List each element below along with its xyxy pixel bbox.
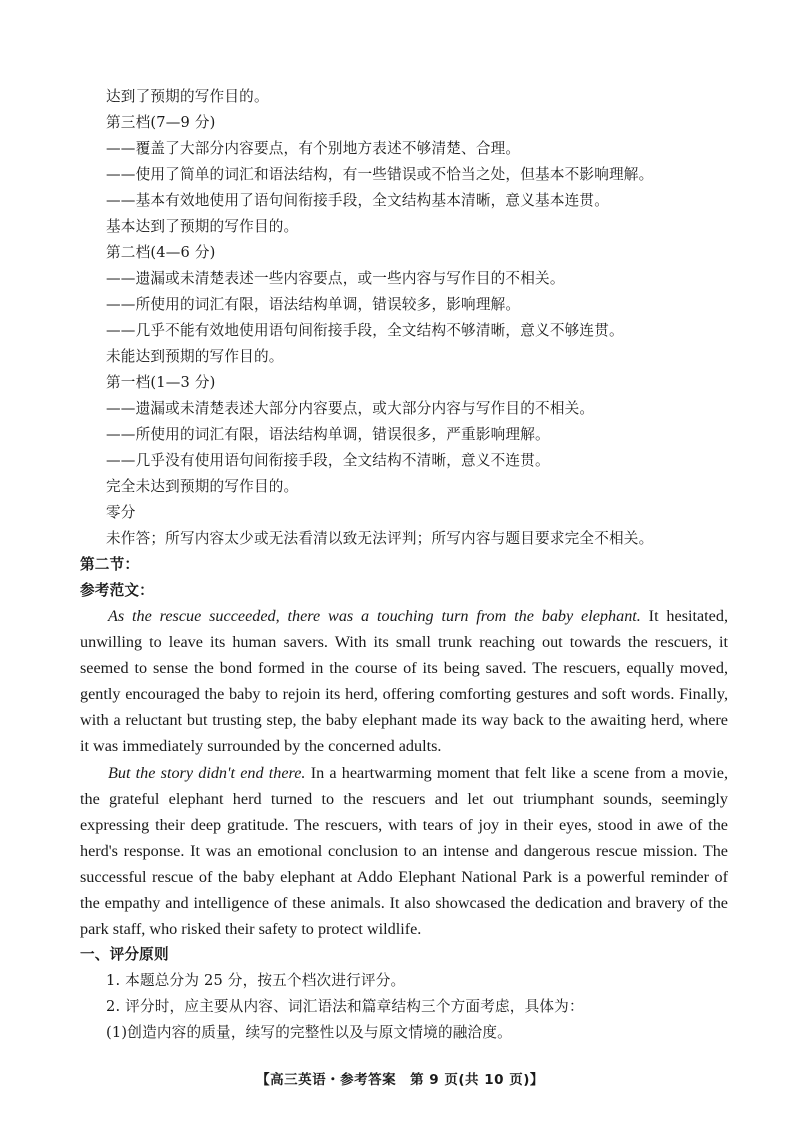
essay-body: It hesitated, unwilling to leave its human savers. With its small trunk reaching out towards the rescuers, it seemed to sense the bond formed in the course of its being saved. The rescuers, equally moved, gently encouraged the baby to rejoin its herd, offering comforting gestures and soft words. Finally, with a reluctant but trusting step, the baby elephant made its way back to the awaiting herd, where it was immediately surrounded by the concerned adults. [80, 607, 728, 756]
grade-text: 未能达到预期的写作目的。 [106, 348, 284, 365]
grade-heading: 第三档(7—9 分) [106, 114, 216, 131]
grade-heading: 零分 [106, 504, 136, 521]
grade-text: 未作答；所写内容太少或无法看清以致无法评判；所写内容与题目要求完全不相关。 [106, 530, 654, 547]
sample-essay [80, 603, 728, 942]
criterion-item: ——所使用的词汇有限，语法结构单调，错误较多，影响理解。 [106, 296, 521, 313]
grade-text: 完全未达到预期的写作目的。 [106, 478, 299, 495]
criterion-item: ——几乎没有使用语句间衔接手段，全文结构不清晰，意义不连贯。 [106, 452, 550, 469]
section-heading: 第二节： [80, 556, 140, 573]
principle-item: (1)创造内容的质量，续写的完整性以及与原文情境的融洽度。 [106, 1024, 512, 1041]
grade-heading: 第一档(1—3 分) [106, 374, 216, 391]
criterion-item: ——几乎不能有效地使用语句间衔接手段，全文结构不够清晰，意义不够连贯。 [106, 322, 624, 339]
essay-lead-sentence: As the rescue succeeded, there was a touching turn from the baby elephant. [108, 607, 641, 625]
sample-essay-heading: 参考范文： [80, 582, 154, 599]
essay-body: In a heartwarming moment that felt like a scene from a movie, the grateful elephant herd turned to the rescuers and let out triumphant sounds, seemingly expressing their deep gratitude. The rescuers, with tears of joy in their eyes, stood in awe of the herd's response. It was an emotional conclusion to an intense and dangerous rescue mission. The successful rescue of the baby elephant at Addo Elephant National Park is a powerful reminder of the empathy and intelligence of these animals. It also showcased the dedication and bravery of the park staff, who risked their safety to protect wildlife. [80, 763, 728, 939]
page-footer: 【高三英语・参考答案 第 9 页(共 10 页)】 [256, 1072, 544, 1088]
grade-text: 达到了预期的写作目的。 [106, 88, 269, 105]
essay-paragraph [80, 760, 728, 943]
grade-text: 基本达到了预期的写作目的。 [106, 218, 299, 235]
criterion-item: ——遗漏或未清楚表述一些内容要点，或一些内容与写作目的不相关。 [106, 270, 565, 287]
section-heading: 一、评分原则 [80, 946, 169, 963]
principle-item: 2. 评分时，应主要从内容、词汇语法和篇章结构三个方面考虑，具体为： [106, 998, 584, 1015]
essay-paragraph [80, 603, 728, 760]
criterion-item: ——使用了简单的词汇和语法结构，有一些错误或不恰当之处，但基本不影响理解。 [106, 166, 654, 183]
criterion-item: ——所使用的词汇有限，语法结构单调，错误很多，严重影响理解。 [106, 426, 550, 443]
criterion-item: ——覆盖了大部分内容要点，有个别地方表述不够清楚、合理。 [106, 140, 521, 157]
essay-lead-sentence: But the story didn't end there. [108, 763, 306, 782]
criterion-item: ——遗漏或未清楚表述大部分内容要点，或大部分内容与写作目的不相关。 [106, 400, 595, 417]
criterion-item: ——基本有效地使用了语句间衔接手段，全文结构基本清晰，意义基本连贯。 [106, 192, 609, 209]
grade-heading: 第二档(4—6 分) [106, 244, 216, 261]
principle-item: 1. 本题总分为 25 分，按五个档次进行评分。 [106, 972, 406, 989]
